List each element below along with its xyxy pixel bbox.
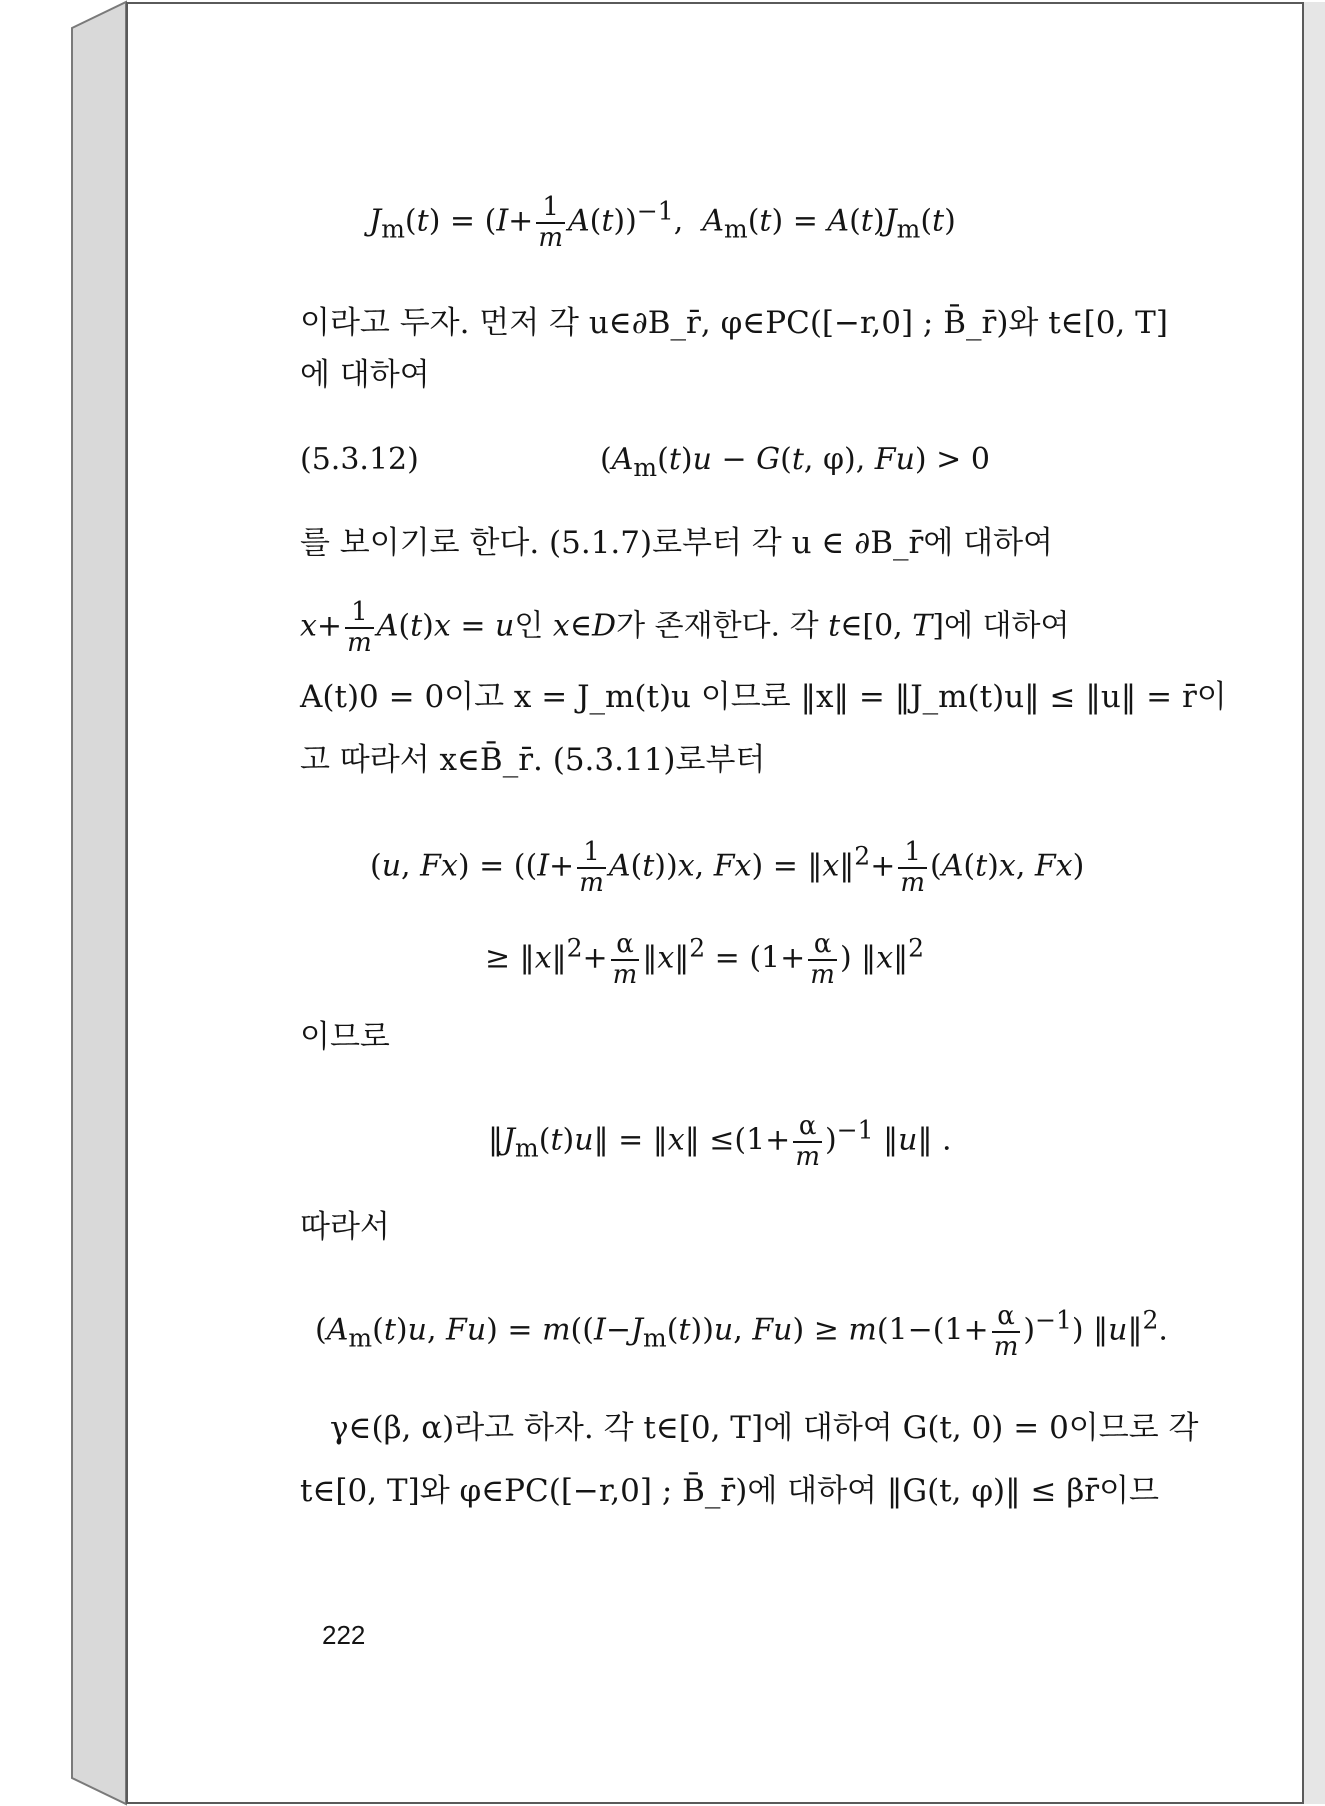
equation-ufx-2: ≥ ‖x‖$^2$+ $\frac{\alpha}{m}$ ‖x‖$^2$ = (1+ $\frac{\alpha}{m}$ ) ‖x‖$^2$	[485, 929, 925, 990]
text-line-4: x+ $\frac{1}{m}$ A(t)x = u인 x∈D가 존재한다. 각 t∈[0, T]에 대하여	[300, 597, 1070, 658]
text-line-6: 고 따라서 x∈B̄_r̄. (5.3.11)로부터	[300, 742, 766, 778]
text-line-9: γ∈(β, α)라고 하자. 각 t∈[0, T]에 대하여 G(t, 0) = 0이므로 각	[330, 1410, 1199, 1446]
equation-label-5312: (5.3.12)	[300, 442, 419, 477]
text-line-5: A(t)0 = 0이고 x = J_m(t)u 이므로 ‖x‖ = ‖J_m(t)u‖ ≤ ‖u‖ = r̄이	[300, 679, 1227, 715]
text-line-1: 이라고 두자. 먼저 각 u∈∂B_r̄, φ∈PC([−r,0] ; B̄_r̄)와 t∈[0, T]	[300, 305, 1168, 341]
page-sheet	[126, 2, 1304, 1804]
text-line-2: 에 대하여	[300, 357, 430, 393]
equation-jm: $J_m(t) = (I+$ $\frac{1}{m}$ A(t))$^{-1}$, $A_m(t) = A(t)J_m(t)$	[369, 192, 956, 253]
equation-amu: ($A_m(t)u$, $Fu) = m((I-J_m(t))u$, Fu) ≥ m(1−(1+ $\frac{\alpha}{m}$ )$^{-1}$) ‖u‖$^2$.	[315, 1301, 1168, 1362]
text-line-10: t∈[0, T]와 φ∈PC([−r,0] ; B̄_r̄)에 대하여 ‖G(t, φ)‖ ≤ βr̄이므	[300, 1473, 1159, 1509]
equation-ufx-1: (u, Fx) = ((I+ $\frac{1}{m}$ A(t))x, Fx) = ‖x‖$^2$+ $\frac{1}{m}$ (A(t)x, Fx)	[370, 837, 1085, 898]
text-line-3: 를 보이기로 한다. (5.1.7)로부터 각 u ∈ ∂B_r̄에 대하여	[300, 525, 1053, 561]
equation-5312: ($A_m(t)u - G(t$, φ), Fu) > 0	[600, 442, 990, 482]
text-line-7: 이므로	[300, 1019, 390, 1055]
equation-jm-bound: $‖J_m(t)u‖$ = ‖x‖ ≤(1+ $\frac{\alpha}{m}$ )$^{-1}$ ‖u‖ .	[488, 1111, 952, 1172]
text-line-8: 따라서	[300, 1209, 390, 1245]
page-number: 222	[322, 1620, 366, 1650]
